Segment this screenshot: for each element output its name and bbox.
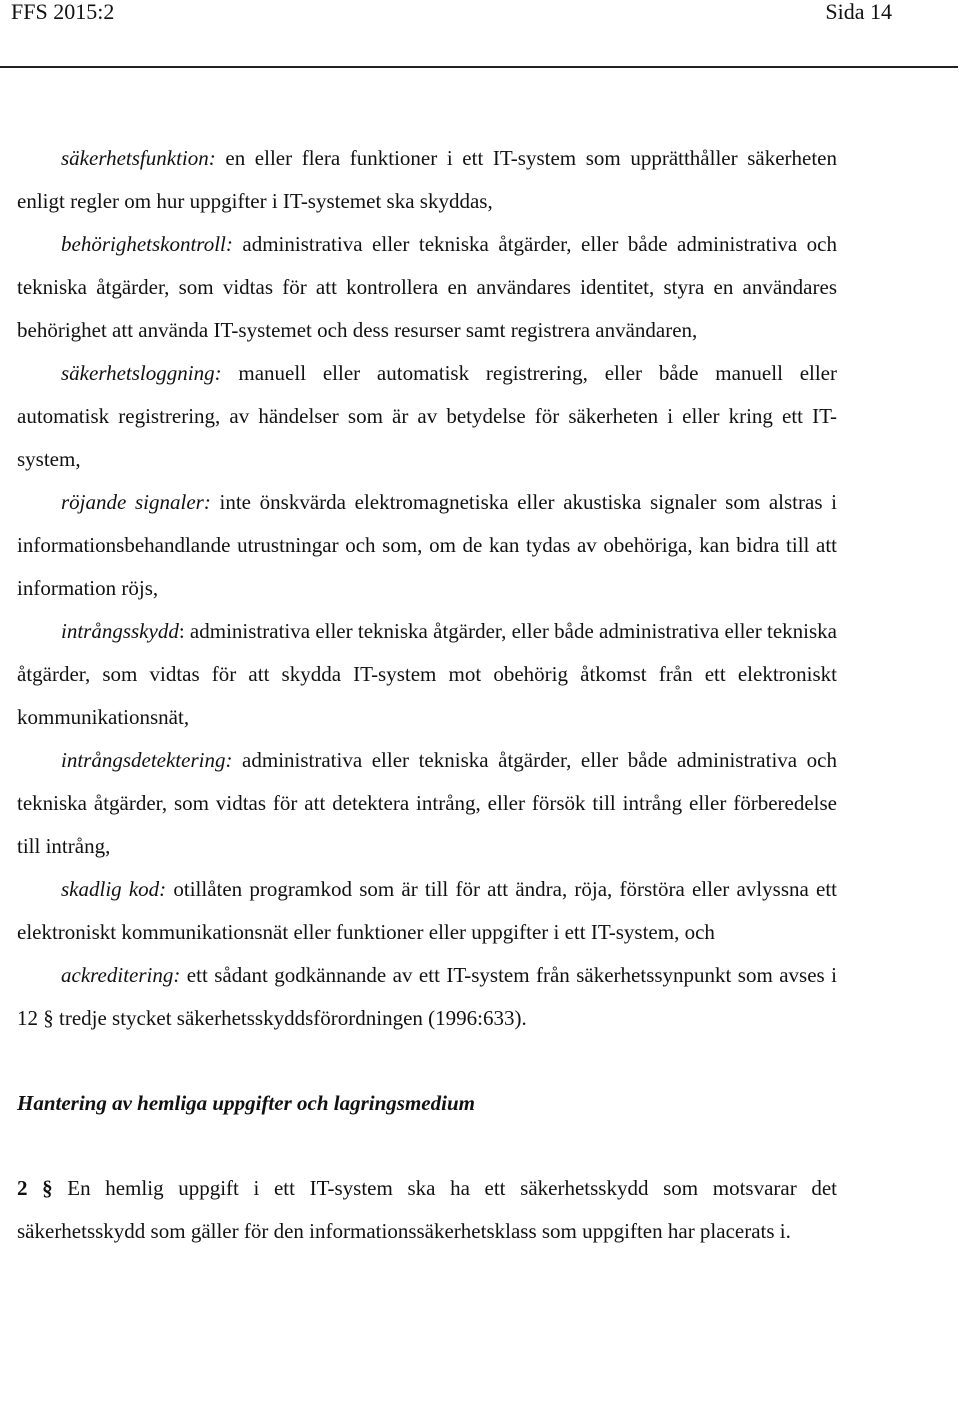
definition-sakerhetsfunktion: [17, 137, 837, 223]
document-body: [17, 137, 837, 1253]
definition-term: behörighetskontroll:: [61, 232, 233, 256]
definition-behorighetskontroll: [17, 223, 837, 352]
definition-rojande-signaler: [17, 481, 837, 610]
definition-ackreditering: [17, 954, 837, 1040]
definition-term: säkerhetsfunktion:: [61, 146, 216, 170]
definition-text: inte önskvärda elektromagnetiska eller akustiska signaler som alstras i informationsbehandlande utrustningar och som, om de kan tydas av obehöriga, kan bidra till att information röjs,: [17, 490, 837, 600]
definition-text: manuell eller automatisk registrering, eller både manuell eller automatisk registrering, av händelser som är av betydelse för säkerheten i eller kring ett IT-system,: [17, 361, 837, 471]
definition-skadlig-kod: [17, 868, 837, 954]
definition-text: en eller flera funktioner i ett IT-system som upprätthåller säkerheten enligt regler om hur uppgifter i IT-systemet ska skyddas,: [17, 146, 837, 213]
section-number: 2 §: [17, 1176, 53, 1200]
definition-text: ett sådant godkännande av ett IT-system från säkerhetssynpunkt som avses i 12 § tredje stycket säkerhetsskyddsförordningen (1996:633).: [17, 963, 837, 1030]
definition-intrangsdetektering: [17, 739, 837, 868]
definition-term: säkerhetsloggning:: [61, 361, 222, 385]
definition-text: administrativa eller tekniska åtgärder, eller både administrativa och tekniska åtgärder, som vidtas för att kontrollera en användares identitet, styra en användares behörighet att använda IT-systemet och dess resurser samt registrera användaren,: [17, 232, 837, 342]
definition-term: skadlig kod:: [61, 877, 167, 901]
definition-term: intrångsskydd: [61, 619, 179, 643]
spacer: [17, 1125, 837, 1167]
section-heading: Hantering av hemliga uppgifter och lagringsmedium: [17, 1091, 475, 1115]
header-document-id: FFS 2015:2: [11, 0, 115, 24]
header-rule: [0, 66, 958, 68]
section-paragraph: [17, 1167, 837, 1253]
definition-term: ackreditering:: [61, 963, 181, 987]
section-text: En hemlig uppgift i ett IT-system ska ha ett säkerhetsskydd som motsvarar det säkerhetsskydd som gäller för den informationssäkerhetsklass som uppgiften har placerats i.: [17, 1176, 837, 1243]
definition-intrangsskydd: [17, 610, 837, 739]
definition-term: intrångsdetektering:: [61, 748, 233, 772]
header-page-number: Sida 14: [825, 0, 892, 24]
spacer: [17, 1040, 837, 1082]
definition-term: röjande signaler:: [61, 490, 211, 514]
definition-text: : administrativa eller tekniska åtgärder, eller både administrativa eller tekniska åtgärder, som vidtas för att skydda IT-system mot obehörig åtkomst från ett elektroniskt kommunikationsnät,: [17, 619, 837, 729]
definition-text: otillåten programkod som är till för att ändra, röja, förstöra eller avlyssna ett elektroniskt kommunikationsnät eller funktioner eller uppgifter i ett IT-system, och: [17, 877, 837, 944]
definition-sakerhetsloggning: [17, 352, 837, 481]
definition-text: administrativa eller tekniska åtgärder, eller både administrativa och tekniska åtgärder, som vidtas för att detektera intrång, eller försök till intrång eller förberedelse till intrång,: [17, 748, 837, 858]
